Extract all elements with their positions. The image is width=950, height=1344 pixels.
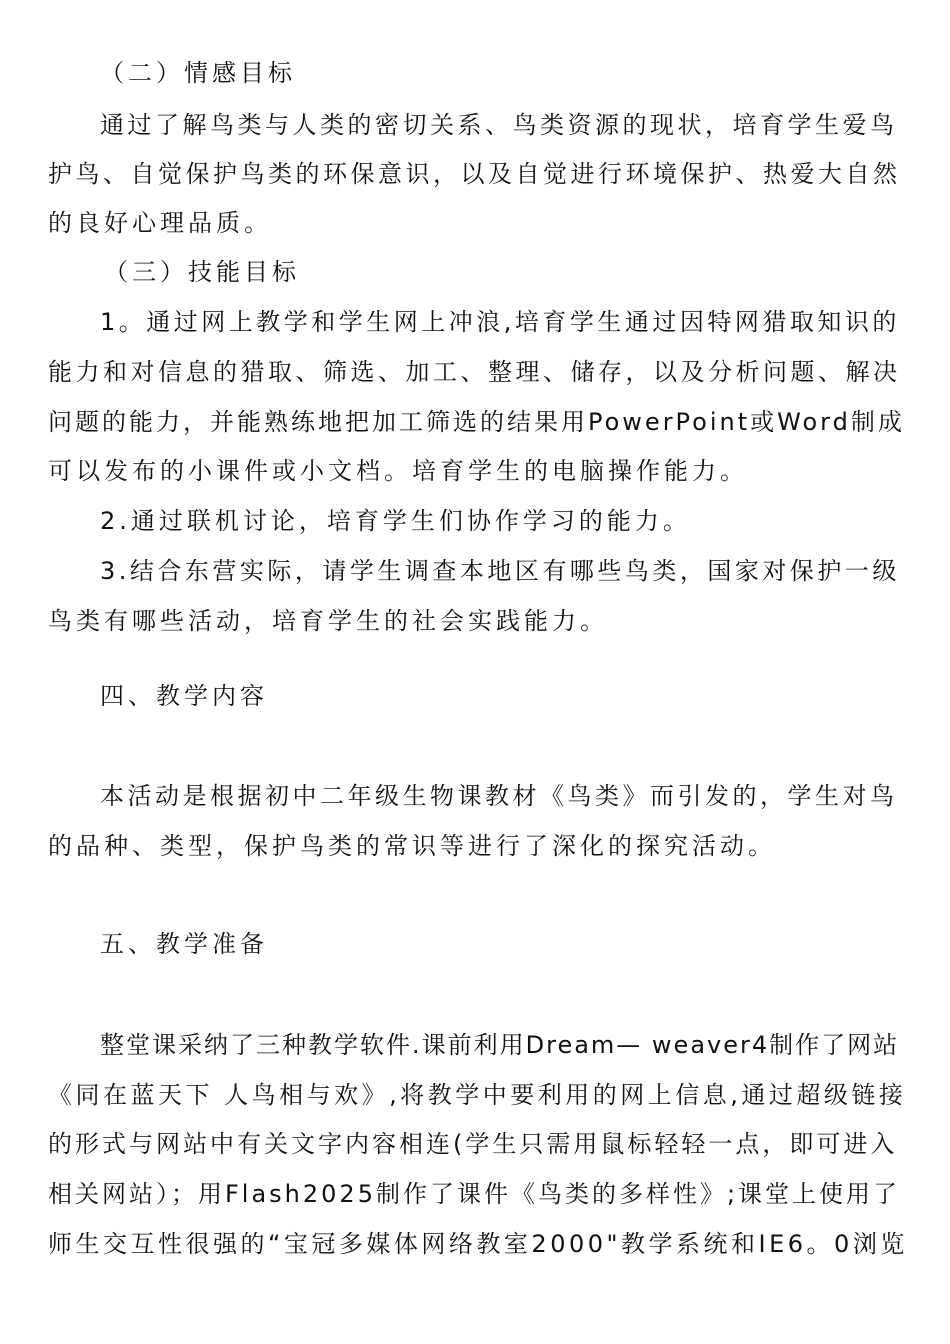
paragraph-line: 整堂课采纳了三种教学软件.课前利用Dream— weaver4制作了网站	[100, 1031, 900, 1059]
paragraph-line: 相关网站）；用Flash2025制作了课件《鸟类的多样性》;课堂上使用了	[48, 1180, 901, 1208]
paragraph-line: 本活动是根据初中二年级生物课教材《鸟类》而引发的，学生对鸟	[100, 782, 898, 810]
paragraph-line: 问题的能力，并能熟练地把加工筛选的结果用PowerPoint或Word制成	[48, 408, 905, 436]
paragraph-line: 1。通过网上教学和学生网上冲浪,培育学生通过因特网猎取知识的	[100, 308, 900, 336]
paragraph-line: 3.结合东营实际，请学生调查本地区有哪些鸟类，国家对保护一级	[100, 557, 900, 585]
paragraph-line: 的形式与网站中有关文字内容相连(学生只需用鼠标轻轻一点，即可进入	[48, 1130, 898, 1158]
paragraph-line: 《同在蓝天下 人鸟相与欢》,将教学中要利用的网上信息,通过超级链接	[48, 1081, 907, 1109]
paragraph-line: 能力和对信息的猎取、筛选、加工、整理、储存，以及分析问题、解决	[48, 358, 901, 386]
paragraph-line: 护鸟、自觉保护鸟类的环保意识，以及自觉进行环境保护、热爱大自然	[48, 160, 901, 188]
heading-skill-goals: （三）技能目标	[104, 258, 300, 286]
heading-teaching-content: 四、教学内容	[100, 682, 268, 710]
paragraph-line: 鸟类有哪些活动，培育学生的社会实践能力。	[48, 607, 608, 635]
heading-teaching-preparation: 五、教学准备	[100, 930, 268, 958]
paragraph-line: 可以发布的小课件或小文档。培育学生的电脑操作能力。	[48, 457, 748, 485]
paragraph-line: 2.通过联机讨论，培育学生们协作学习的能力。	[100, 507, 691, 535]
heading-emotional-goals: （二）情感目标	[100, 59, 296, 87]
paragraph-line: 的良好心理品质。	[48, 209, 272, 237]
paragraph-line: 通过了解鸟类与人类的密切关系、鸟类资源的现状，培育学生爱鸟	[100, 111, 898, 139]
paragraph-line: 的品种、类型，保护鸟类的常识等进行了深化的探究活动。	[48, 832, 776, 860]
paragraph-line: 师生交互性很强的“宝冠多媒体网络教室2000"教学系统和IE6。0浏览	[48, 1230, 908, 1258]
